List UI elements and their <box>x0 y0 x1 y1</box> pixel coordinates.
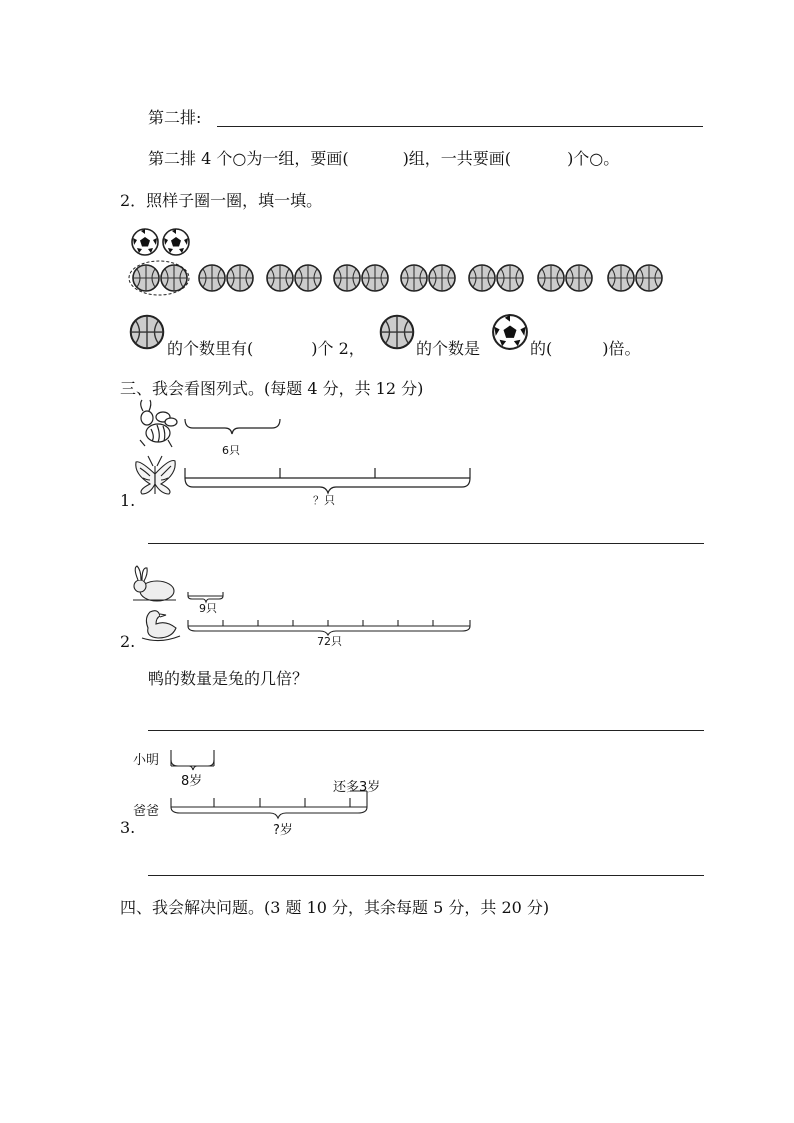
p3-name-dad: 爸爸 <box>133 804 160 819</box>
p3-extra-label: 还多3岁 <box>333 780 381 795</box>
row2-sentence-b: )组，一共要画( <box>402 149 512 168</box>
p2-number: 2. <box>120 632 136 651</box>
p3-name-xiaoming: 小明 <box>133 753 160 768</box>
q2-title: 2．照样子圈一圈，填一填。 <box>120 191 323 210</box>
p1-bottom-label: ？只 <box>313 494 335 507</box>
p1-top-label: 6只 <box>222 444 240 457</box>
section3-title: 三、我会看图列式。(每题 4 分，共 12 分) <box>120 379 424 398</box>
row2-sentence-c: )个○。 <box>567 149 620 168</box>
q2-sentence-c: 的个数是 <box>416 339 481 358</box>
q2-sentence-d: 的( <box>530 339 553 358</box>
q2-sentence-e: )倍。 <box>602 339 641 358</box>
q2-sentence-a: 的个数里有( <box>167 339 254 358</box>
section4-title: 四、我会解决问题。(3 题 10 分，其余每题 5 分，共 20 分) <box>120 898 550 917</box>
q2-sentence-b: )个 2， <box>311 339 365 358</box>
p2-question: 鸭的数量是兔的几倍？ <box>148 669 309 688</box>
p3-label-xiaoming: 8岁 <box>181 774 203 789</box>
p2-bottom-label: 72只 <box>317 635 342 648</box>
p2-top-label: 9只 <box>199 602 217 615</box>
p3-number: 3. <box>120 818 136 837</box>
p1-number: 1. <box>120 491 136 510</box>
row2-sentence-a: 第二排 4 个○为一组，要画( <box>148 149 349 168</box>
p3-answer-line[interactable] <box>148 875 704 876</box>
row2-label: 第二排: <box>148 108 202 127</box>
p3-dad-bar <box>171 791 367 818</box>
p3-xiaoming-bar <box>171 750 214 770</box>
p3-label-dad: ?岁 <box>273 823 293 838</box>
